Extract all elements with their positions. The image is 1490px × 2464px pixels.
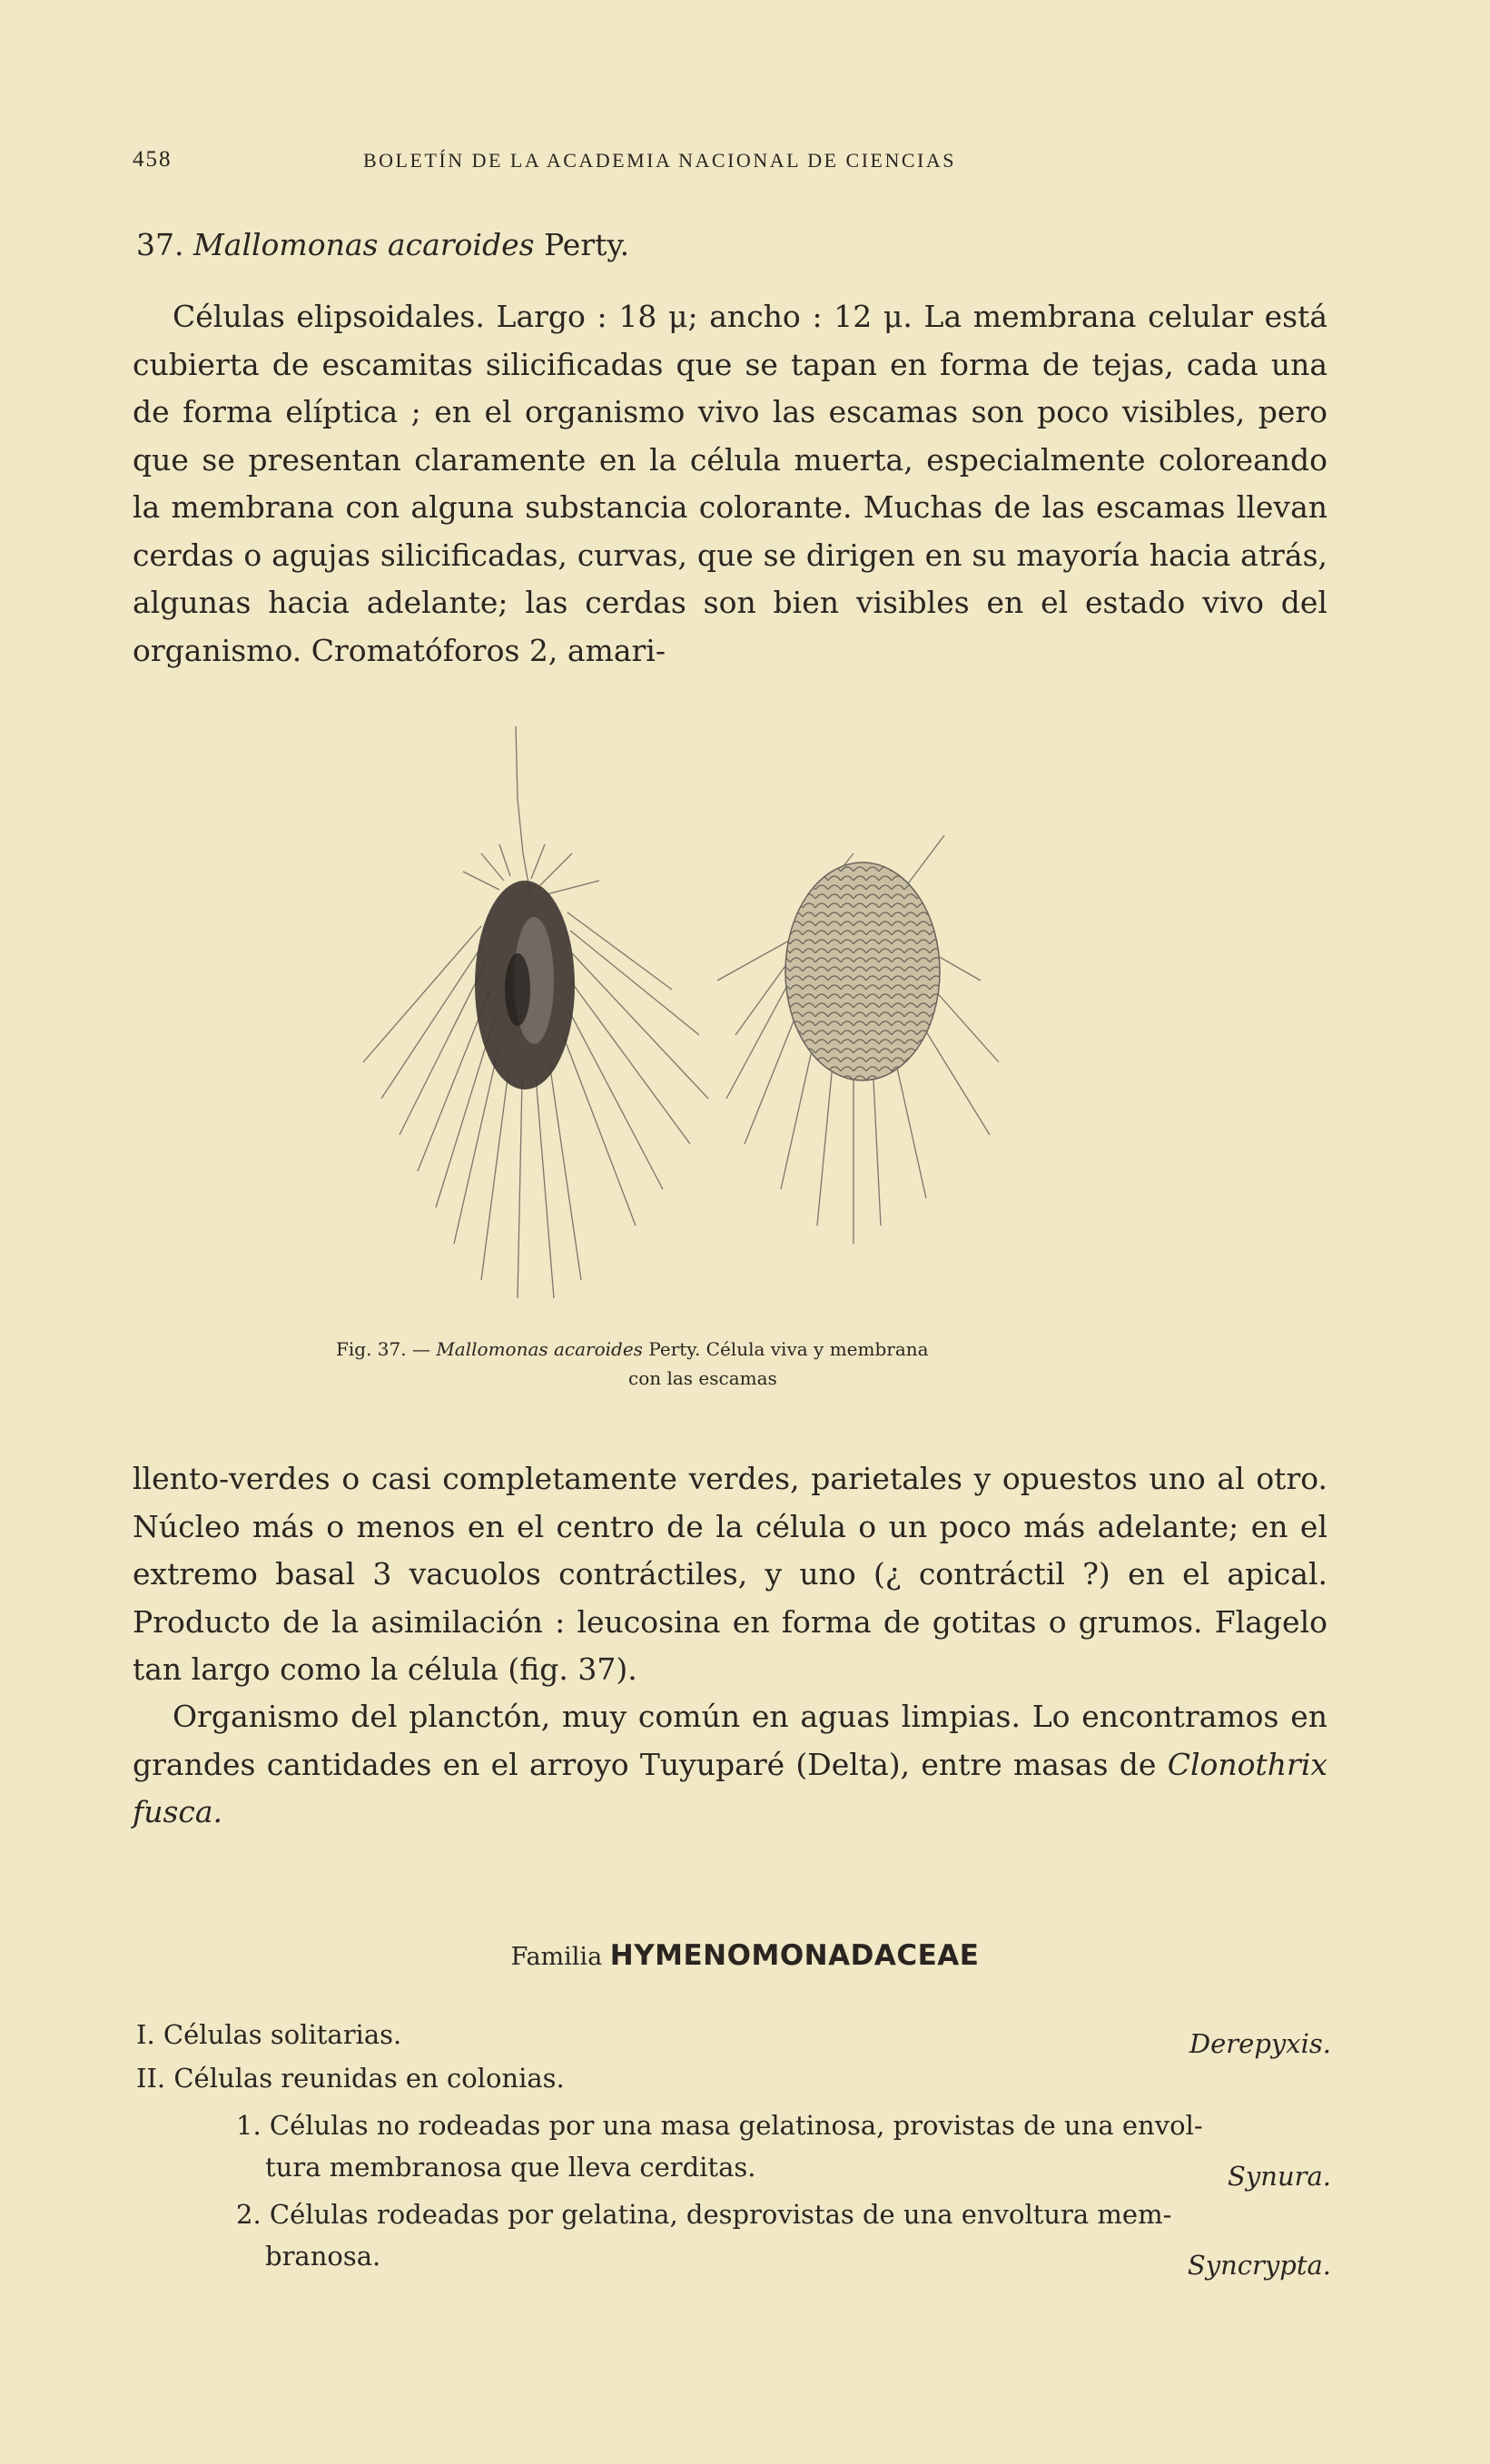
species-number: 37. xyxy=(136,227,184,262)
key-item-ii: II. Células reunidas en colonias. xyxy=(136,2063,565,2094)
family-heading: Familia HYMENOMONADACEAE xyxy=(510,1939,980,1972)
key-item-2: 2. Células rodeadas por gelatina, desprovistas de una envoltura mem- branosa. Syncrypta. xyxy=(136,2193,1331,2277)
species-heading xyxy=(136,227,629,262)
key-item-1: 1. Células no rodeadas por una masa gelatinosa, provistas de una envol- tura membranosa que lleva cerditas. Synura. xyxy=(136,2104,1331,2188)
description-paragraph-2: llento-verdes o casi completamente verdes, parietales y opuestos uno al otro. Núcleo más o menos en el centro de la célula o un poco más adelante; en el extremo basal 3 vacuolos contráctiles, y uno (¿ contráctil ?) en el apical. Producto de la asimilación : leucosina en forma de gotitas o grumos. Flagelo tan largo como la célula (fig. 37). xyxy=(133,1461,1327,1687)
cell-drawing xyxy=(345,717,1108,1316)
habitat-paragraph: Organismo del planctón, muy común en aguas limpias. Lo encontramos en grandes cantidades en el arroyo Tuyuparé (Delta), entre masas de Clonothrix fusca. xyxy=(133,1699,1327,1829)
species-author: Perty. xyxy=(544,227,630,262)
caption-line-2: con las escamas xyxy=(628,1367,777,1389)
genus-derepyxis: Derepyxis. xyxy=(1189,2028,1331,2059)
running-title: BOLETÍN DE LA ACADEMIA NACIONAL DE CIENCIAS xyxy=(363,149,956,172)
key-item-i: I. Células solitarias. Derepyxis. xyxy=(136,2014,1331,2055)
caption-line-1: Fig. 37. — Mallomonas acaroides Perty. Célula viva y membrana xyxy=(336,1338,929,1360)
figure-37-illustration xyxy=(345,717,1108,1316)
figure-caption xyxy=(336,1335,1153,1393)
genus-syncrypta: Syncrypta. xyxy=(1187,2250,1331,2281)
species-name: Mallomonas acaroides xyxy=(192,227,535,262)
description-paragraph-1: Células elipsoidales. Largo : 18 μ; ancho : 12 μ. La membrana celular está cubierta de escamitas silicificadas que se tapan en forma de tejas, cada una de forma elíptica ; en el organismo vivo las escamas son poco visibles, pero que se presentan claramente en la célula muerta, especialmente coloreando la membrana con alguna substancia colorante. Muchas de las escamas llevan cerdas o agujas silicificadas, curvas, que se dirigen en su mayoría hacia atrás, algunas hacia adelante; las cerdas son bien visibles en el estado vivo del organismo. Cromatóforos 2, amari- xyxy=(133,299,1327,668)
page-number: 458 xyxy=(133,147,173,172)
genus-synura: Synura. xyxy=(1228,2161,1331,2192)
